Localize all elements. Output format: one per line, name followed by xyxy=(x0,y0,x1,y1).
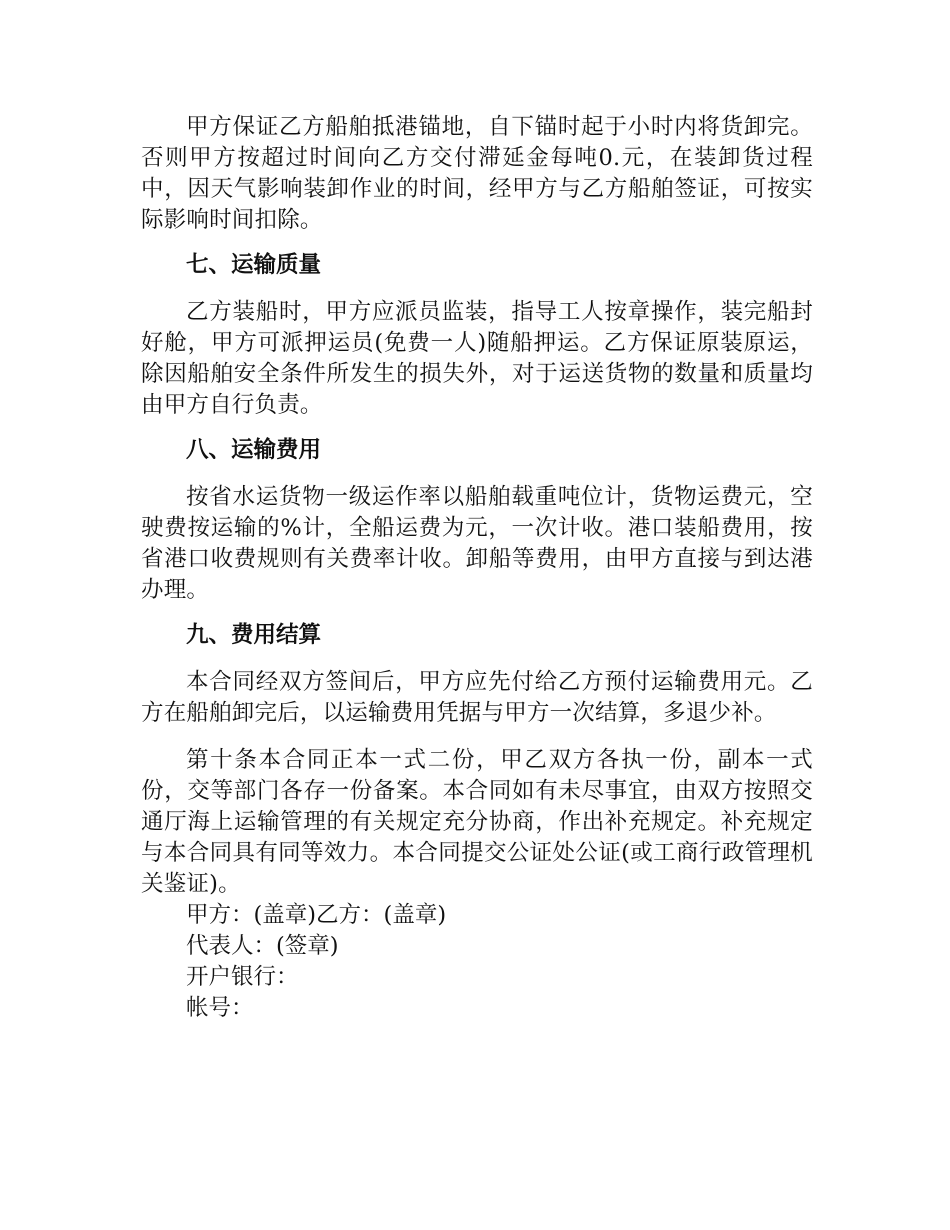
paragraph-transport-quality: 乙方装船时，甲方应派员监装，指导工人按章操作，装完船封好舱，甲方可派押运员(免费一人)随船押运。乙方保证原装原运，除因船舶安全条件所发生的损失外，对于运送货物的数量和质量均由甲方自行负责。 xyxy=(141,299,813,418)
bank-field: 开户银行： xyxy=(186,964,299,990)
heading-transport-quality: 七、运输质量 xyxy=(186,252,322,278)
signature-representative: 代表人：(签章) xyxy=(186,933,339,959)
signature-parties: 甲方：(盖章)乙方：(盖章) xyxy=(186,902,447,928)
paragraph-fee-settlement: 本合同经双方签间后，甲方应先付给乙方预付运输费用元。乙方在船舶卸完后，以运输费用凭据与甲方一次结算，多退少补。 xyxy=(141,669,813,726)
account-field: 帐号： xyxy=(186,995,254,1021)
heading-fee-settlement: 九、费用结算 xyxy=(186,622,322,648)
paragraph-unloading-time: 甲方保证乙方船舶抵港锚地，自下锚时起于小时内将货卸完。否则甲方按超过时间向乙方交付滞延金每吨0.元，在装卸货过程中，因天气影响装卸作业的时间，经甲方与乙方船舶签证，可按实际影响时间扣除。 xyxy=(141,114,813,233)
paragraph-article-ten: 第十条本合同正本一式二份，甲乙双方各执一份，副本一式份，交等部门各存一份备案。本合同如有未尽事宜，由双方按照交通厅海上运输管理的有关规定充分协商，作出补充规定。补充规定与本合同具有同等效力。本合同提交公证处公证(或工商行政管理机关鉴证)。 xyxy=(141,747,813,897)
heading-transport-fees: 八、运输费用 xyxy=(186,437,322,463)
document-page xyxy=(141,112,813,1024)
paragraph-transport-fees: 按省水运货物一级运作率以船舶载重吨位计，货物运费元，空驶费按运输的%计，全船运费为元，一次计收。港口装船费用，按省港口收费规则有关费率计收。卸船等费用，由甲方直接与到达港办理。 xyxy=(141,484,813,603)
